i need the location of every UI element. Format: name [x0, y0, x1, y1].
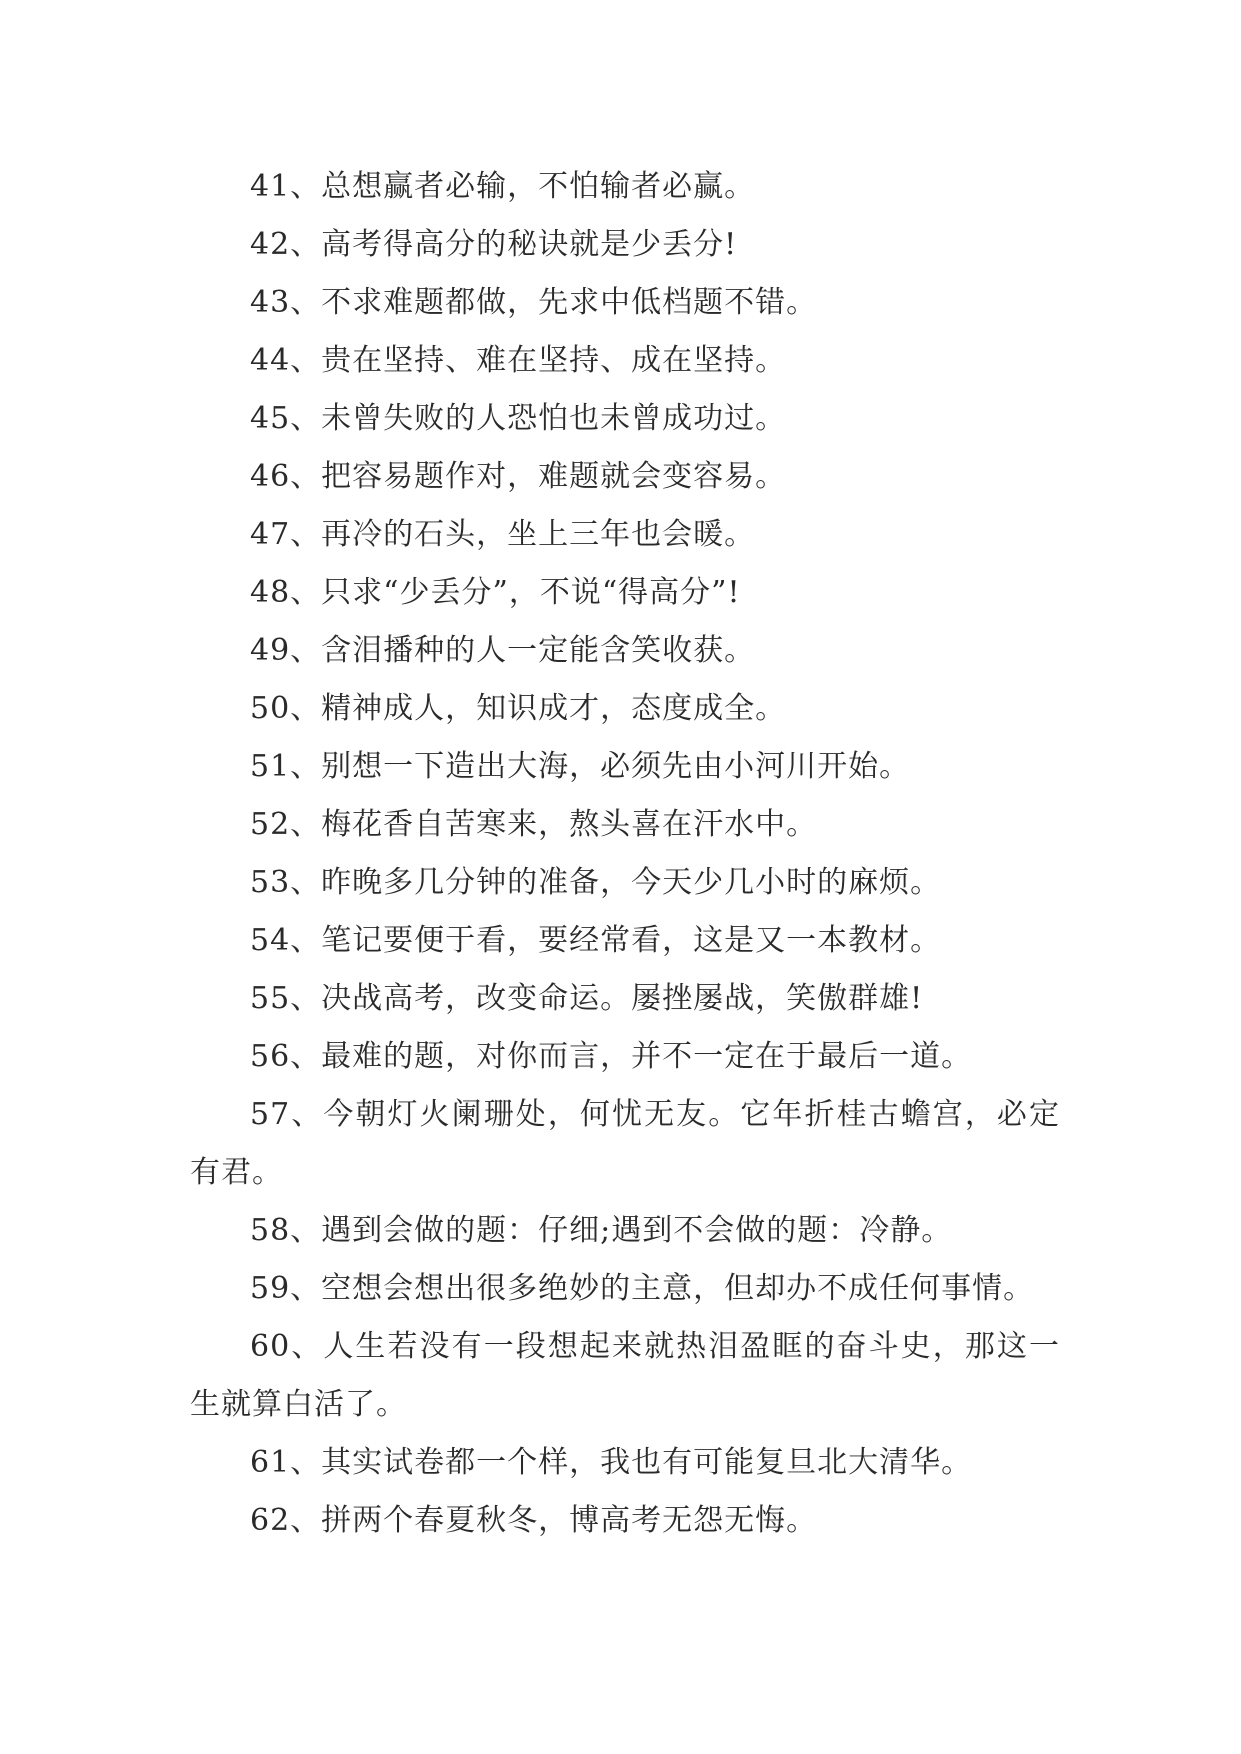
paragraph-45: 45、未曾失败的人恐怕也未曾成功过。 — [250, 401, 787, 436]
paragraph-57: 57、今朝灯火阑珊处，何忧无友。它年折桂古蟾宫，必定有君。 — [190, 1097, 1060, 1190]
paragraph-48: 48、只求“少丢分”，不说“得高分”! — [250, 575, 741, 610]
paragraph-58: 58、遇到会做的题：仔细;遇到不会做的题：冷静。 — [250, 1213, 953, 1248]
paragraph-52: 52、梅花香自苦寒来，熬头喜在汗水中。 — [250, 807, 818, 842]
document-body — [190, 158, 1060, 1550]
paragraph-61: 61、其实试卷都一个样，我也有可能复旦北大清华。 — [250, 1445, 973, 1480]
paragraph-47: 47、再冷的石头，坐上三年也会暖。 — [250, 517, 756, 552]
paragraph-60: 60、人生若没有一段想起来就热泪盈眶的奋斗史，那这一生就算白活了。 — [190, 1329, 1060, 1422]
paragraph-41: 41、总想赢者必输，不怕输者必赢。 — [250, 169, 756, 204]
paragraph-59: 59、空想会想出很多绝妙的主意，但却办不成任何事情。 — [250, 1271, 1035, 1306]
paragraph-44: 44、贵在坚持、难在坚持、成在坚持。 — [250, 343, 787, 378]
paragraph-46: 46、把容易题作对，难题就会变容易。 — [250, 459, 787, 494]
paragraph-42: 42、高考得高分的秘诀就是少丢分! — [250, 227, 738, 262]
paragraph-55: 55、决战高考，改变命运。屡挫屡战，笑傲群雄! — [250, 981, 924, 1016]
paragraph-53: 53、昨晚多几分钟的准备，今天少几小时的麻烦。 — [250, 865, 942, 900]
paragraph-62: 62、拼两个春夏秋冬，博高考无怨无悔。 — [250, 1503, 818, 1538]
paragraph-50: 50、精神成人，知识成才，态度成全。 — [250, 691, 787, 726]
paragraph-49: 49、含泪播种的人一定能含笑收获。 — [250, 633, 756, 668]
paragraph-51: 51、别想一下造出大海，必须先由小河川开始。 — [250, 749, 911, 784]
paragraph-43: 43、不求难题都做，先求中低档题不错。 — [250, 285, 818, 320]
paragraph-56: 56、最难的题，对你而言，并不一定在于最后一道。 — [250, 1039, 973, 1074]
paragraph-54: 54、笔记要便于看，要经常看，这是又一本教材。 — [250, 923, 942, 958]
